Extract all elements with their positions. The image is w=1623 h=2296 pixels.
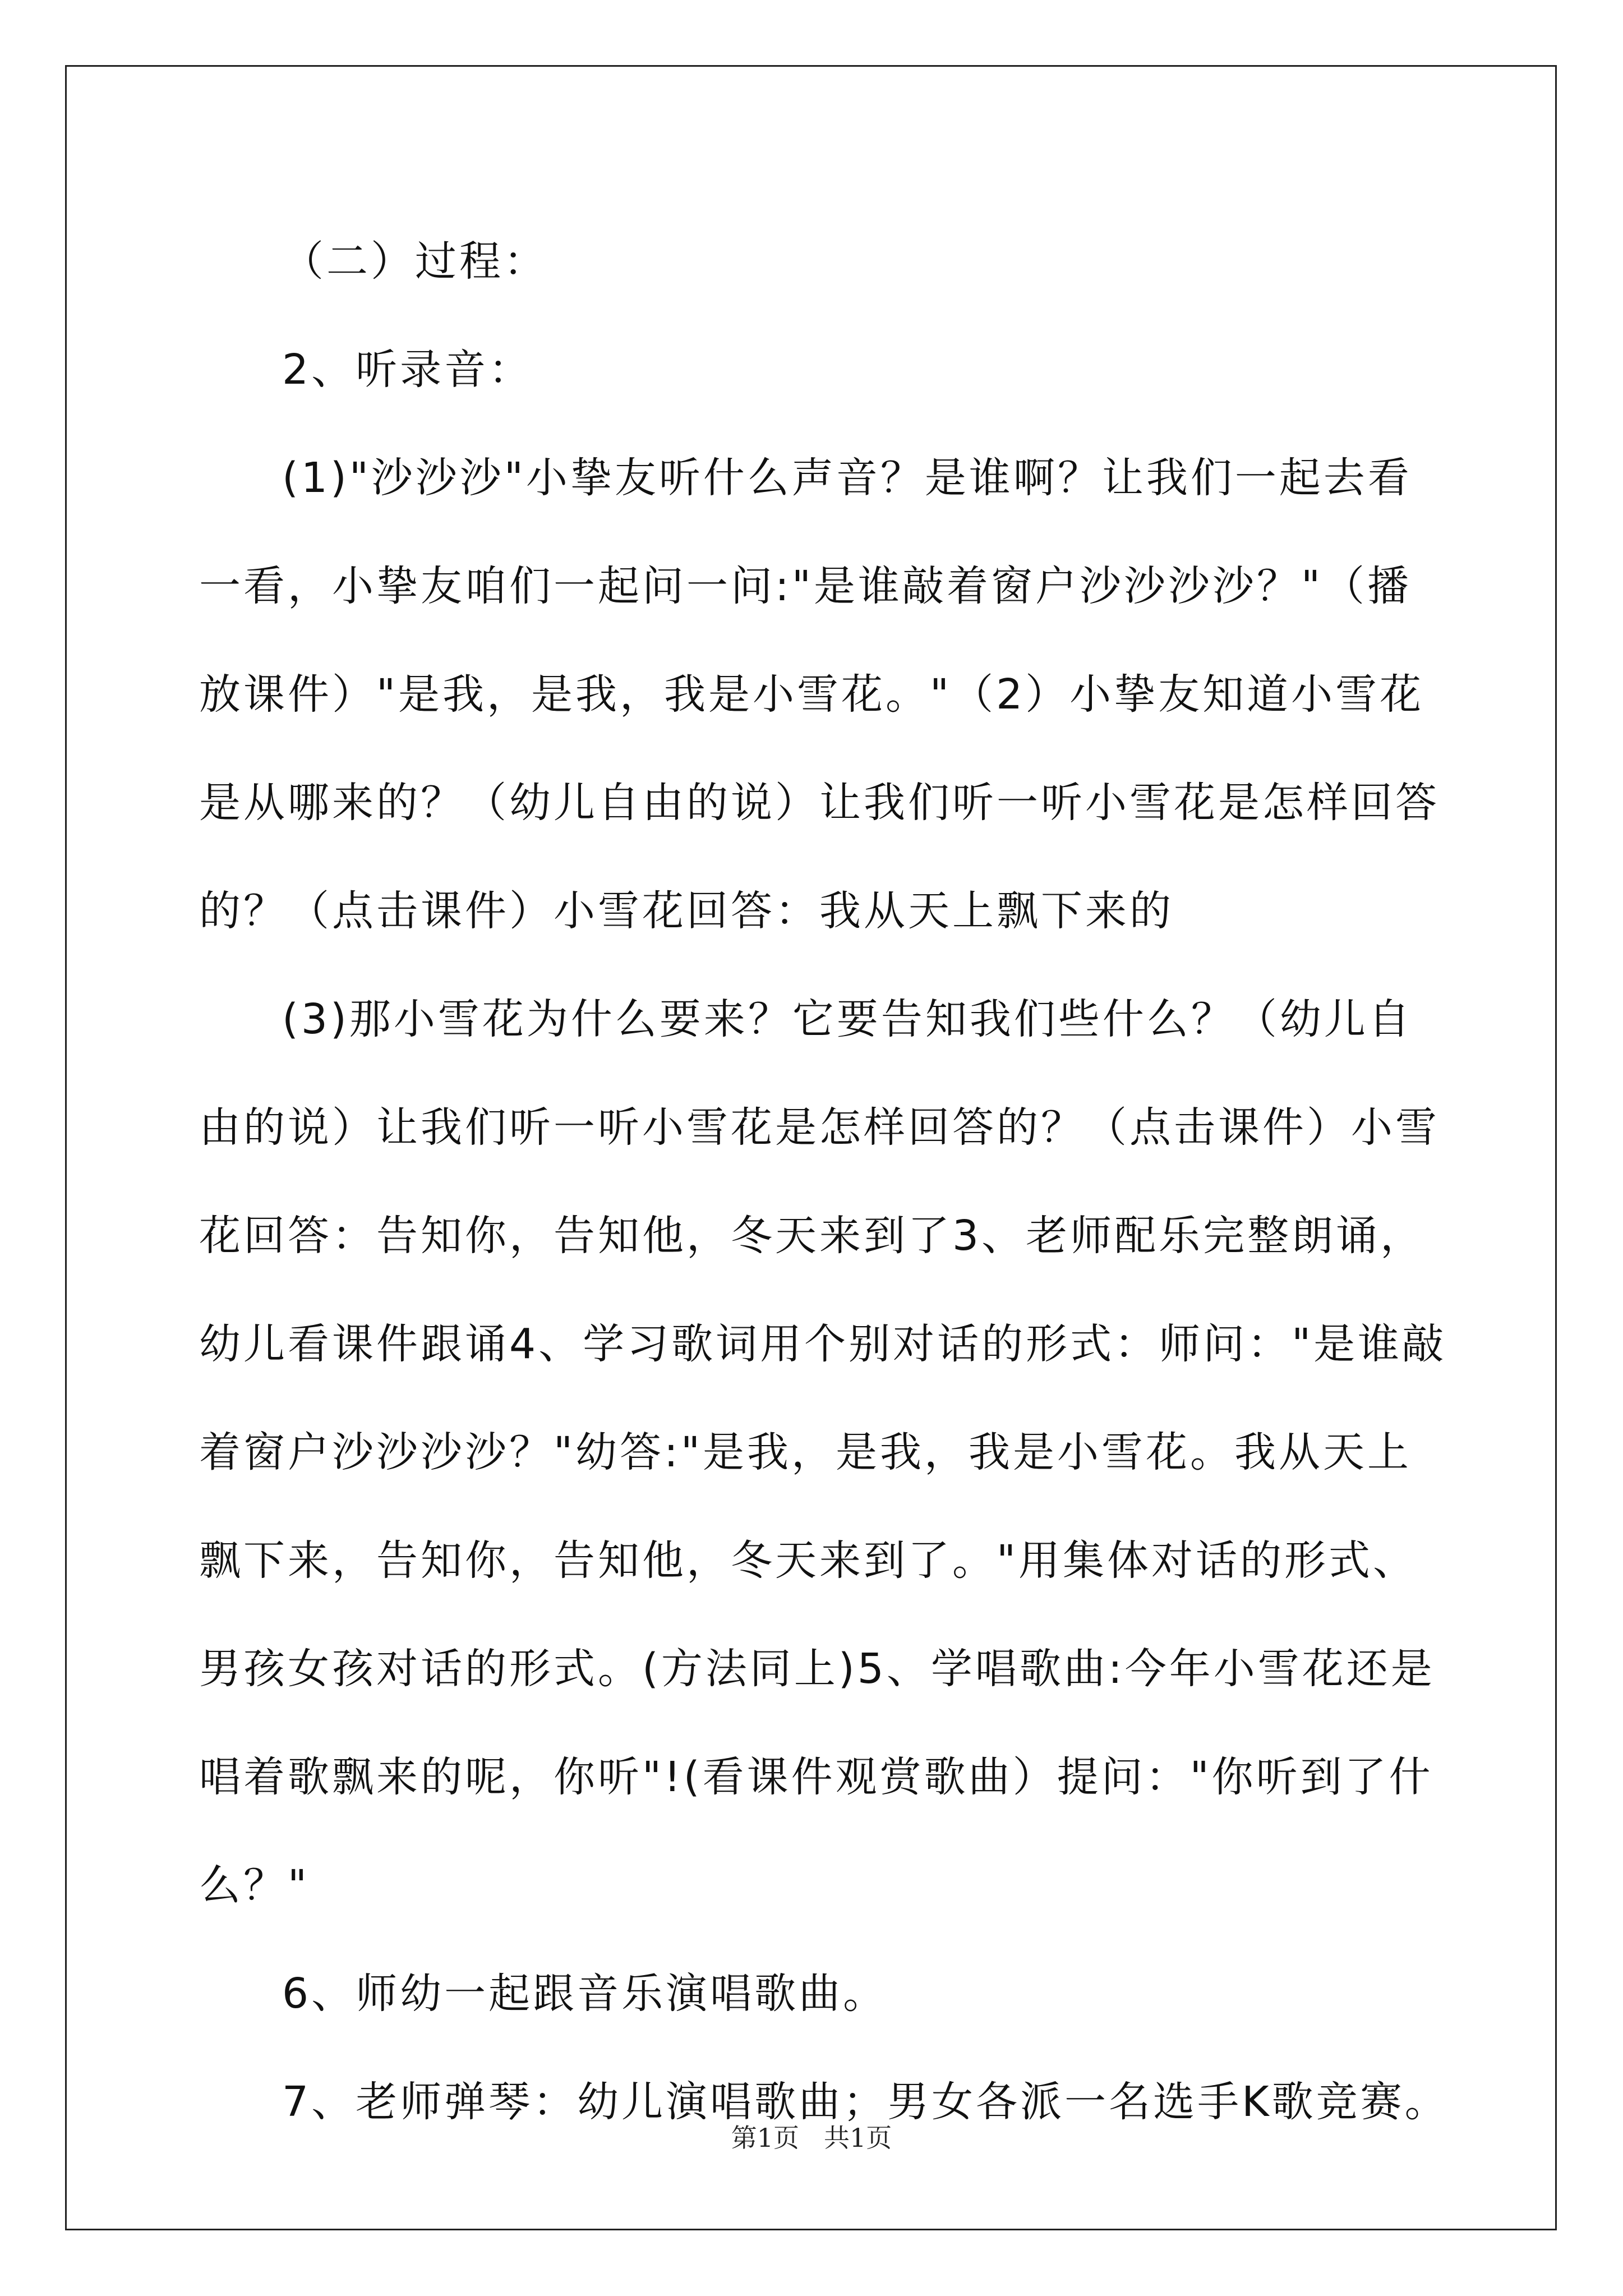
page-total: 共1页 [823, 2123, 892, 2153]
paragraph-listen-recording: 2、听录音： [282, 346, 533, 394]
paragraph-step-3: (3)那小雪花为什么要来？它要告知我们些什么？（幼儿自由的说）让我们听一听小雪花是怎样回答的？（点击课件）小雪花回答：告知你，告知他，冬天来到了3、老师配乐完整朗诵，幼儿看课件跟诵4、学习歌词用个别对话的形式：师问："是谁敲着窗户沙沙沙沙？"幼答:"是我，是我，我是小雪花。我从天上飘下来，告知你，告知他，冬天来到了。"用集体对话的形式、男孩女孩对话的形式。(方法同上)5、学唱歌曲:今年小雪花还是唱着歌飘来的呢，你听"!(看课件观赏歌曲）提问："你听到了什么？" [199, 995, 1447, 1910]
paragraph-step-6: 6、师幼一起跟音乐演唱歌曲。 [282, 1970, 888, 2018]
paragraph-step-7: 7、老师弹琴：幼儿演唱歌曲；男女各派一名选手K歌竞赛。 [282, 2078, 1449, 2126]
paragraph-process-heading: （二）过程： [282, 237, 548, 286]
document-body [199, 208, 1450, 2156]
paragraph-step-1: (1)"沙沙沙"小挚友听什么声音？是谁啊？让我们一起去看一看，小挚友咱们一起问一问:"是谁敲着窗户沙沙沙沙？"（播放课件）"是我，是我，我是小雪花。"（2）小挚友知道小雪花是从哪来的？（幼儿自由的说）让我们听一听小雪花是怎样回答的？（点击课件）小雪花回答：我从天上飘下来的 [199, 454, 1440, 935]
page-footer [0, 2118, 1623, 2155]
page-number: 第1页 [731, 2123, 800, 2153]
